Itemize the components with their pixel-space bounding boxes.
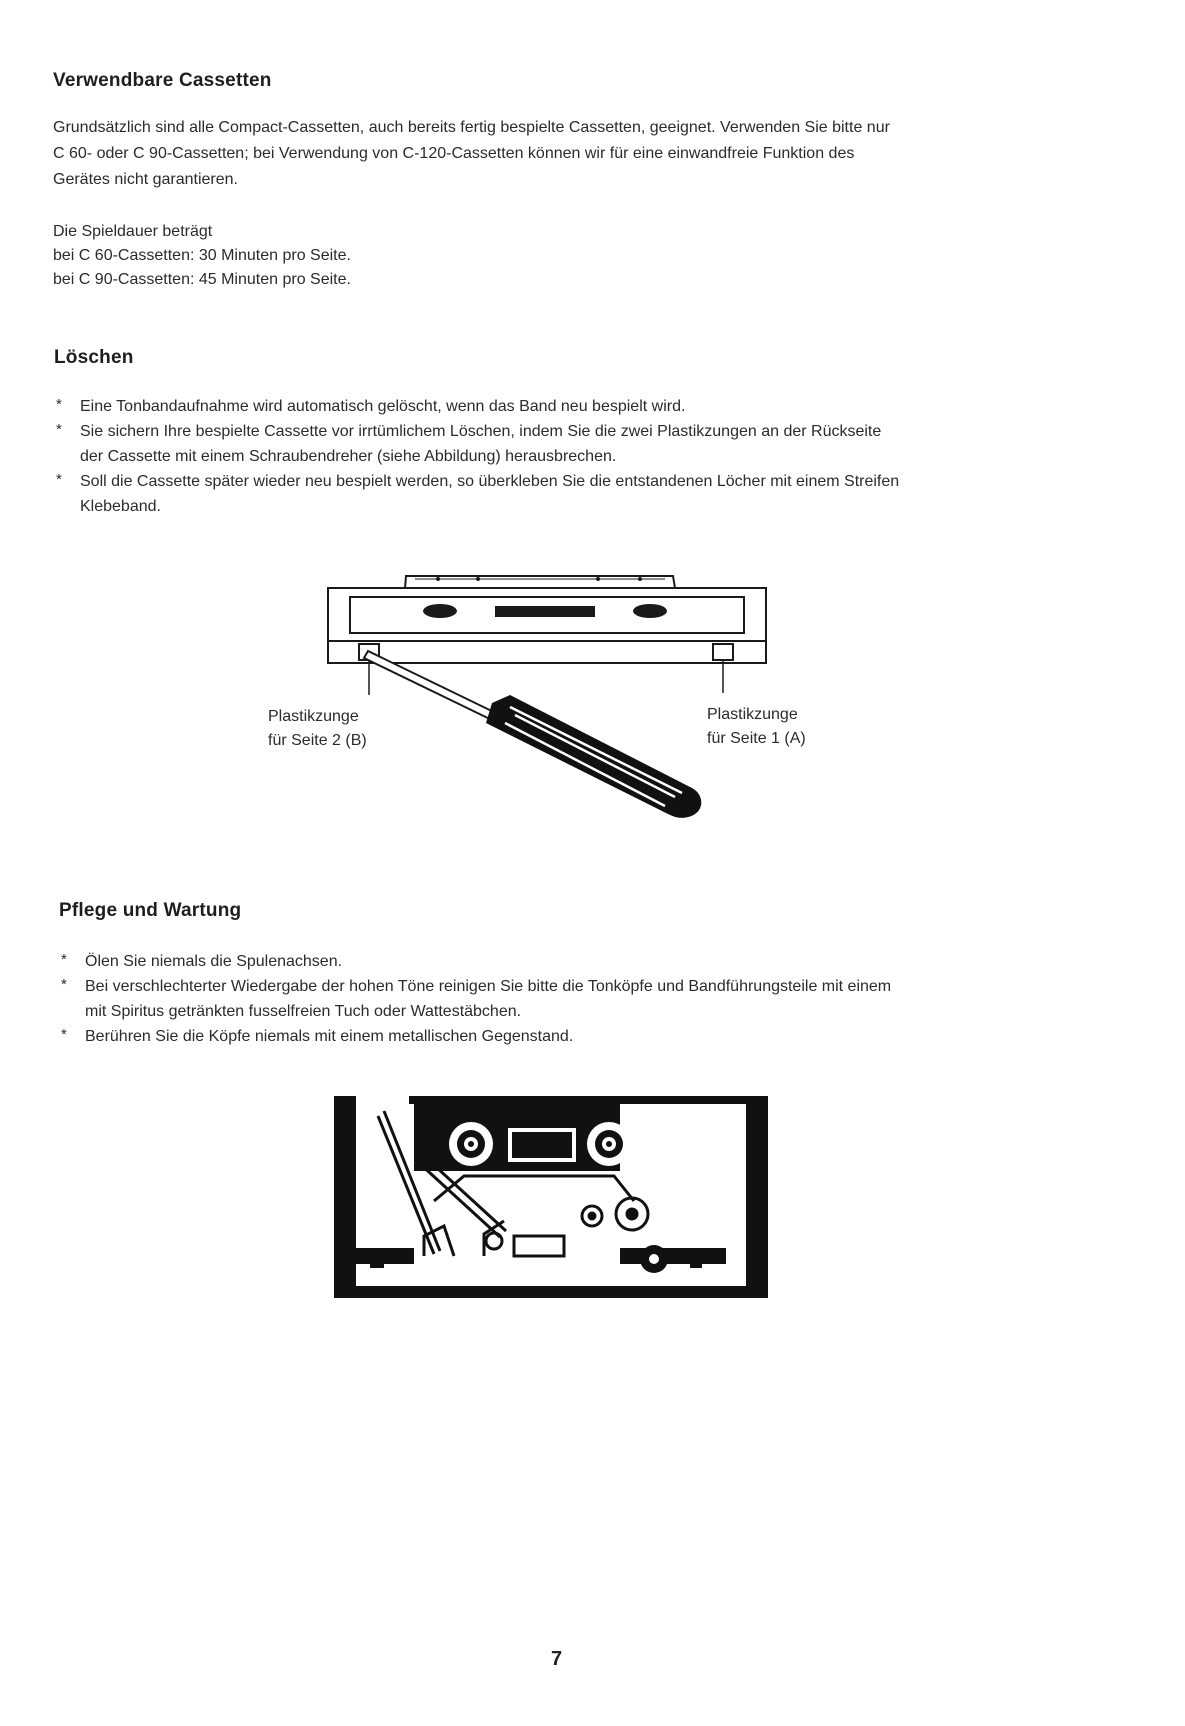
text-line: der Cassette mit einem Schraubendreher (siehe Abbildung) herausbrechen. (80, 448, 617, 465)
cassette-in-deck (449, 1122, 631, 1166)
bullet-star: * (61, 976, 67, 993)
heading-verwendbare-cassetten: Verwendbare Cassetten (53, 70, 272, 91)
list-item (61, 974, 891, 1024)
page-number: 7 (551, 1648, 563, 1670)
bullet-list-pflege (61, 949, 891, 1049)
text-line: Die Spieldauer beträgt (53, 223, 213, 240)
heading-pflege-und-wartung: Pflege und Wartung (59, 900, 242, 921)
bullet-star: * (61, 1026, 67, 1043)
list-item (61, 1024, 891, 1049)
text-line: Eine Tonbandaufnahme wird automatisch gelöscht, wenn das Band neu bespielt wird. (80, 398, 686, 415)
bullet-star: * (56, 421, 62, 438)
text-line: Soll die Cassette später wieder neu bespielt werden, so überkleben Sie die entstandenen Löcher mit einem Streifen (80, 473, 900, 490)
list-item (56, 469, 899, 519)
text-line: Grundsätzlich sind alle Compact-Cassetten, auch bereits fertig bespielte Cassetten, geeignet. Verwenden Sie bitte nur (53, 119, 890, 136)
list-item (56, 419, 899, 469)
text-line: mit Spiritus getränkten fusselfreien Tuch oder Wattestäbchen. (85, 1003, 522, 1020)
label-plastikzunge-side-b: Plastikzunge für Seite 2 (B) (268, 708, 367, 749)
text-line: bei C 90-Cassetten: 45 Minuten pro Seite. (53, 271, 351, 288)
bullet-star: * (56, 396, 62, 413)
text-line: Bei verschlechterter Wiedergabe der hohen Töne reinigen Sie bitte die Tonköpfe und Bandführungsteile mit einem (85, 978, 892, 995)
bullet-star: * (56, 471, 62, 488)
heading-loeschen: Löschen (54, 347, 134, 368)
cassette-screwdriver-illustration (320, 565, 780, 815)
text-line: Sie sichern Ihre bespielte Cassette vor irrtümlichem Löschen, indem Sie die zwei Plastikzungen an der Rückseite (80, 423, 882, 440)
bullet-list-loeschen (56, 394, 899, 519)
text-line: bei C 60-Cassetten: 30 Minuten pro Seite. (53, 247, 351, 264)
reel-hole-right (633, 604, 667, 618)
text-line: Ölen Sie niemals die Spulenachsen. (85, 953, 343, 970)
tape-window (495, 606, 595, 617)
text-line: C 60- oder C 90-Cassetten; bei Verwendung von C-120-Cassetten können wir für eine einwandfreie Funktion des (53, 145, 855, 162)
list-item (61, 949, 891, 974)
paragraph-cassette-types (53, 115, 890, 193)
cassette-back-edge (328, 641, 766, 663)
tab-side-a (713, 644, 733, 660)
screwdriver-icon (364, 651, 701, 818)
text-line: Klebeband. (80, 498, 161, 515)
text-line: Berühren Sie die Köpfe niemals mit einem metallischen Gegenstand. (85, 1028, 574, 1045)
text-line: Gerätes nicht garantieren. (53, 171, 238, 188)
cassette-top-edge (405, 576, 675, 588)
paragraph-playing-time (53, 220, 351, 292)
cassette-deck-illustration (334, 1096, 768, 1298)
bullet-star: * (61, 951, 67, 968)
label-plastikzunge-side-a: Plastikzunge für Seite 1 (A) (707, 706, 806, 747)
reel-hole-left (423, 604, 457, 618)
list-item (56, 394, 899, 419)
